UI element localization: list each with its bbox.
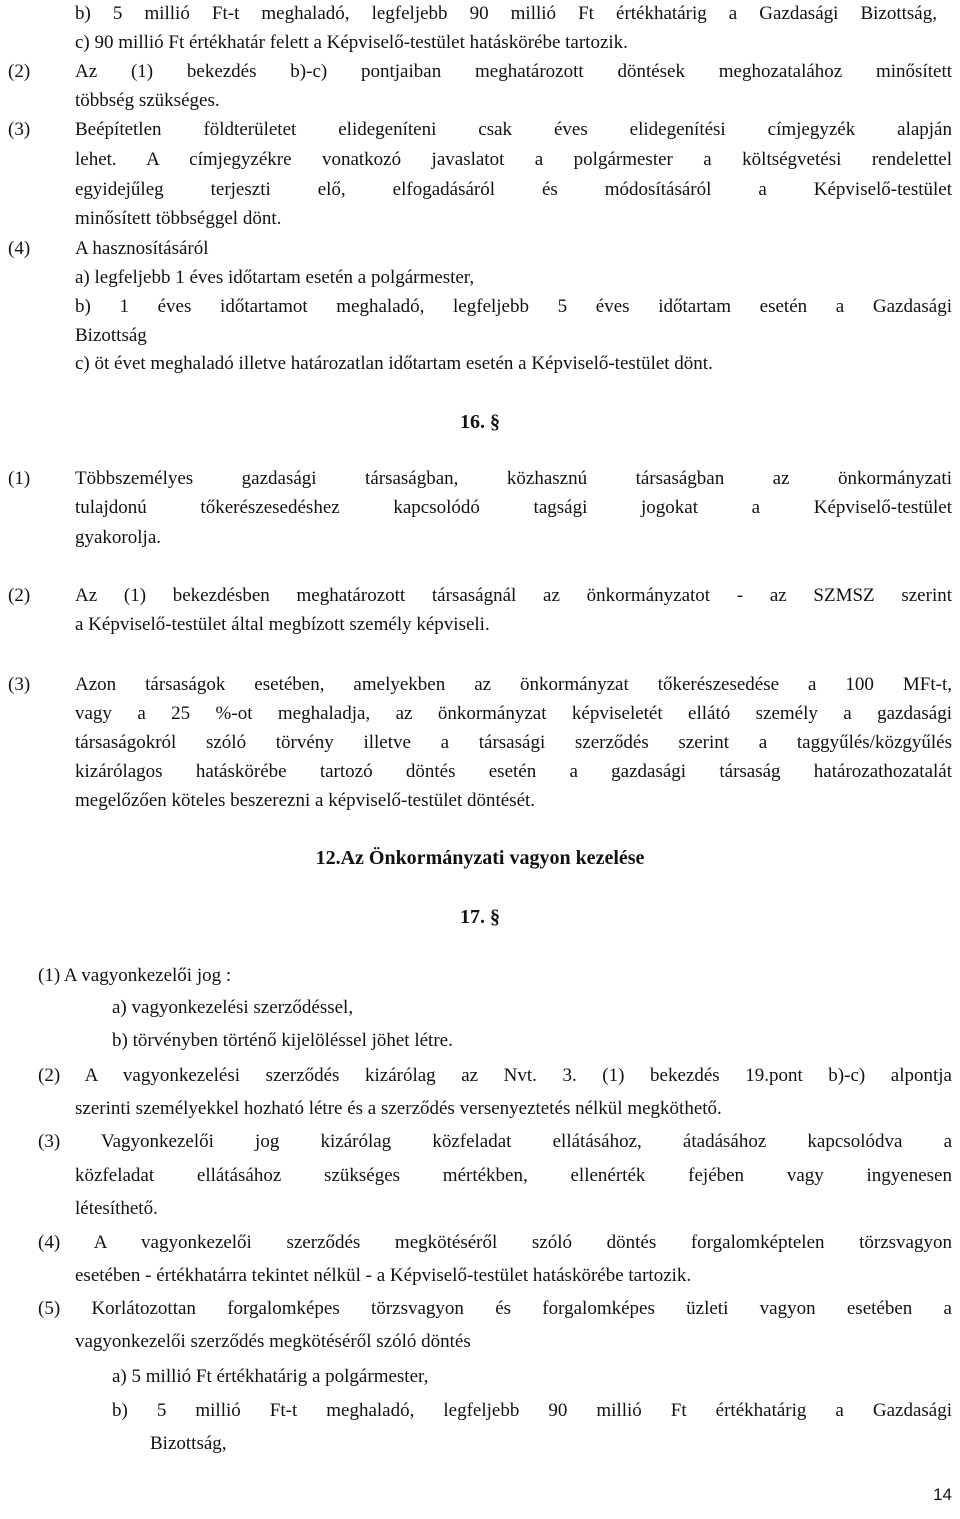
text-line: vagyonkezelői szerződés megkötéséről szóló döntés (75, 1331, 471, 1352)
text-line: Bizottság, (150, 1433, 227, 1454)
text-line: minősített többséggel dönt. (75, 208, 282, 229)
chapter-title: 12.Az Önkormányzati vagyon kezelése (315, 847, 645, 869)
text-line: c) öt évet meghaladó illetve határozatlan időtartam esetén a Képviselő-testület dönt. (75, 353, 713, 374)
paragraph-number: (4) (8, 238, 31, 259)
text-line: gyakorolja. (75, 527, 162, 548)
text-line: egyidejűleg terjeszti elő, elfogadásáról és módosításáról a Képviselő-testület (75, 179, 952, 200)
text-line: kizárólagos hatáskörébe tartozó döntés esetén a gazdasági társaság határozathozatalát (75, 761, 952, 782)
text-line: A hasznosításáról (75, 238, 209, 259)
text-line: Az (1) bekezdésben meghatározott társaságnál az önkormányzatot - az SZMSZ szerint (75, 585, 952, 606)
text-line: a Képviselő-testület által megbízott személy képviseli. (75, 614, 490, 635)
list-item: a) 5 millió Ft értékhatárig a polgármester, (112, 1366, 429, 1387)
text-line: Az (1) bekezdés b)-c) pontjaiban meghatározott döntések meghozatalához minősített (75, 61, 952, 82)
text-line: szerinti személyekkel hozható létre és a szerződés versenyeztetés nélkül megköthető. (75, 1098, 722, 1119)
text-line: (3) Vagyonkezelői jog kizárólag közfeladat ellátásához, átadásához kapcsolódva a (38, 1131, 952, 1152)
text-line: (2) A vagyonkezelési szerződés kizárólag az Nvt. 3. (1) bekezdés 19.pont b)-c) alpontja (38, 1065, 952, 1086)
text-line: esetében - értékhatárra tekintet nélkül - a Képviselő-testület hatáskörébe tartozik. (75, 1265, 692, 1286)
text-line: Azon társaságok esetében, amelyekben az önkormányzat tőkerészesedése a 100 MFt-t, (75, 674, 952, 695)
paragraph-number: (2) (8, 585, 31, 606)
text-line: közfeladat ellátásához szükséges mértékben, ellenérték fejében vagy ingyenesen (75, 1165, 952, 1186)
paragraph-number: (3) (8, 119, 31, 140)
text-line: Bizottság (75, 325, 147, 346)
list-item: b) törvényben történő kijelöléssel jöhet létre. (112, 1030, 453, 1051)
text-line: vagy a 25 %-ot meghaladja, az önkormányzat képviseletét ellátó személy a gazdasági (75, 703, 952, 724)
text-line: tulajdonú tőkerészesedéshez kapcsolódó tagsági jogokat a Képviselő-testület (75, 497, 952, 518)
text-line: b) 5 millió Ft-t meghaladó, legfeljebb 90 millió Ft értékhatárig a Gazdasági Bizottság, (75, 3, 937, 24)
section-heading: 17. § (460, 906, 500, 928)
text-line: (5) Korlátozottan forgalomképes törzsvagyon és forgalomképes üzleti vagyon esetében a (38, 1298, 952, 1319)
text-line: Többszemélyes gazdasági társaságban, közhasznú társaságban az önkormányzati (75, 468, 952, 489)
text-line: a) legfeljebb 1 éves időtartam esetén a polgármester, (75, 267, 475, 288)
list-item: a) vagyonkezelési szerződéssel, (112, 997, 354, 1018)
paragraph-number: (1) (8, 468, 31, 489)
text-line: többség szükséges. (75, 90, 220, 111)
text-line: létesíthető. (75, 1198, 158, 1219)
section-heading: 16. § (460, 411, 500, 433)
text-line: b) 1 éves időtartamot meghaladó, legfeljebb 5 éves időtartam esetén a Gazdasági (75, 296, 952, 317)
text-line: társaságokról szóló törvény illetve a társasági szerződés szerint a taggyűlés/közgyűlés (75, 732, 952, 753)
text-line: (4) A vagyonkezelői szerződés megkötéséről szóló döntés forgalomképtelen törzsvagyon (38, 1232, 952, 1253)
text-line: (1) A vagyonkezelői jog : (38, 965, 232, 986)
page-number: 14 (933, 1485, 952, 1504)
text-line: c) 90 millió Ft értékhatár felett a Képviselő-testület hatáskörébe tartozik. (75, 32, 628, 53)
list-item: b) 5 millió Ft-t meghaladó, legfeljebb 90 millió Ft értékhatárig a Gazdasági (112, 1400, 952, 1421)
paragraph-number: (2) (8, 61, 31, 82)
text-line: lehet. A címjegyzékre vonatkozó javaslatot a polgármester a költségvetési rendelettel (75, 149, 952, 170)
text-line: megelőzően köteles beszerezni a képviselő-testület döntését. (75, 790, 536, 811)
paragraph-number: (3) (8, 674, 31, 695)
text-line: Beépítetlen földterületet elidegeníteni csak éves elidegenítési címjegyzék alapján (75, 119, 952, 140)
